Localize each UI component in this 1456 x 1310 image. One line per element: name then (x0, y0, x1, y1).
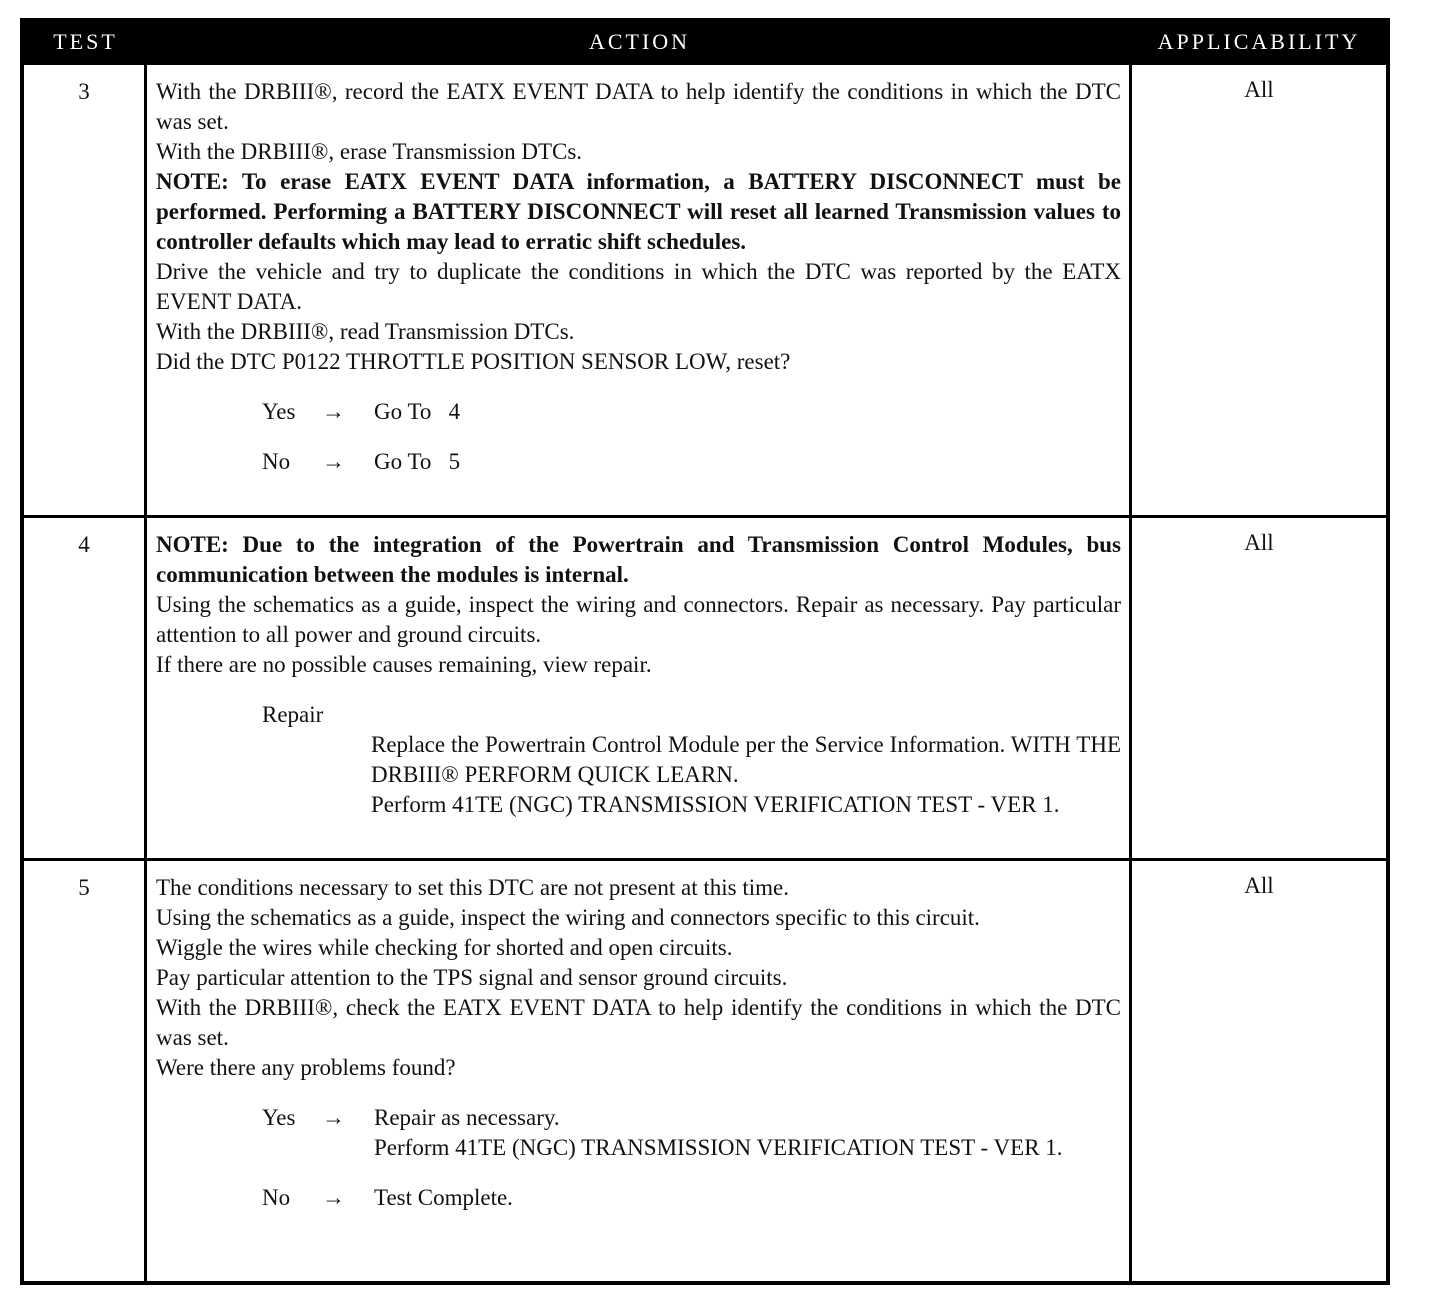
table-row (24, 858, 1386, 1281)
arrow-icon: → (322, 1185, 345, 1210)
action-line: Drive the vehicle and try to duplicate the conditions in which the DTC was reported by the EATX EVENT DATA. (156, 259, 1121, 314)
action-line: Did the DTC P0122 THROTTLE POSITION SENSOR LOW, reset? (156, 349, 791, 374)
action-cell (147, 518, 1132, 858)
arrow-icon: → (322, 449, 345, 474)
action-line: With the DRBIII®, erase Transmission DTCs. (156, 139, 583, 164)
table-row (24, 62, 1386, 515)
diagnostic-table (20, 18, 1390, 1285)
repair-line: Perform 41TE (NGC) TRANSMISSION VERIFICATION TEST - VER 1. (371, 792, 1060, 817)
test-number: 5 (24, 861, 147, 1281)
arrow-icon: → (322, 399, 345, 424)
action-line: Pay particular attention to the TPS signal and sensor ground circuits. (156, 965, 788, 990)
choice-result: Go To 5 (374, 449, 461, 474)
action-line: The conditions necessary to set this DTC are not present at this time. (156, 875, 789, 900)
header-applicability: APPLICABILITY (1157, 29, 1361, 54)
choice-label: Yes (262, 1105, 296, 1130)
header-action: ACTION (588, 29, 691, 54)
choice-result: Go To 4 (374, 399, 461, 424)
table-header (24, 22, 1386, 62)
action-cell (147, 65, 1132, 515)
action-line: Were there any problems found? (156, 1055, 456, 1080)
choice-no (262, 1183, 1121, 1213)
action-note: NOTE: Due to the integration of the Powertrain and Transmission Control Modules, bus communication between the modules is internal. (156, 532, 1121, 587)
repair-label: Repair (262, 702, 324, 727)
action-note: NOTE: To erase EATX EVENT DATA information, a BATTERY DISCONNECT must be performed. Performing a BATTERY DISCONNECT will reset all learned Transmission values to controller defaults which may lead to erratic shift schedules. (156, 169, 1121, 254)
choice-result: Repair as necessary. (374, 1105, 560, 1130)
applicability-cell: All (1244, 530, 1274, 555)
choice-no (262, 447, 1121, 477)
repair-body (371, 730, 1121, 820)
action-line: Using the schematics as a guide, inspect the wiring and connectors. Repair as necessary. Pay particular attention to all power and ground circuits. (156, 592, 1121, 647)
test-number: 4 (24, 518, 147, 858)
action-line: With the DRBIII®, read Transmission DTCs. (156, 319, 575, 344)
action-cell (147, 861, 1132, 1281)
choice-label: No (262, 1185, 291, 1210)
choice-result: Test Complete. (374, 1185, 513, 1210)
table-row (24, 515, 1386, 858)
action-line: Wiggle the wires while checking for shorted and open circuits. (156, 935, 733, 960)
repair-line: Replace the Powertrain Control Module per the Service Information. WITH THE DRBIII® PERFORM QUICK LEARN. (371, 732, 1121, 787)
header-test: TEST (53, 29, 118, 54)
choice-label: No (262, 449, 291, 474)
choice-result: Perform 41TE (NGC) TRANSMISSION VERIFICATION TEST - VER 1. (374, 1135, 1063, 1160)
choice-result-block (374, 1103, 1121, 1163)
action-line: With the DRBIII®, check the EATX EVENT DATA to help identify the conditions in which the DTC was set. (156, 995, 1121, 1050)
choice-yes (262, 1103, 1121, 1163)
choice-yes (262, 397, 1121, 427)
action-line: With the DRBIII®, record the EATX EVENT DATA to help identify the conditions in which the DTC was set. (156, 79, 1121, 134)
applicability-cell: All (1244, 77, 1274, 102)
action-line: Using the schematics as a guide, inspect the wiring and connectors specific to this circuit. (156, 905, 980, 930)
arrow-icon: → (322, 1105, 345, 1130)
action-line: If there are no possible causes remaining, view repair. (156, 652, 652, 677)
applicability-cell: All (1244, 873, 1274, 898)
test-number: 3 (24, 65, 147, 515)
choice-label: Yes (262, 399, 296, 424)
